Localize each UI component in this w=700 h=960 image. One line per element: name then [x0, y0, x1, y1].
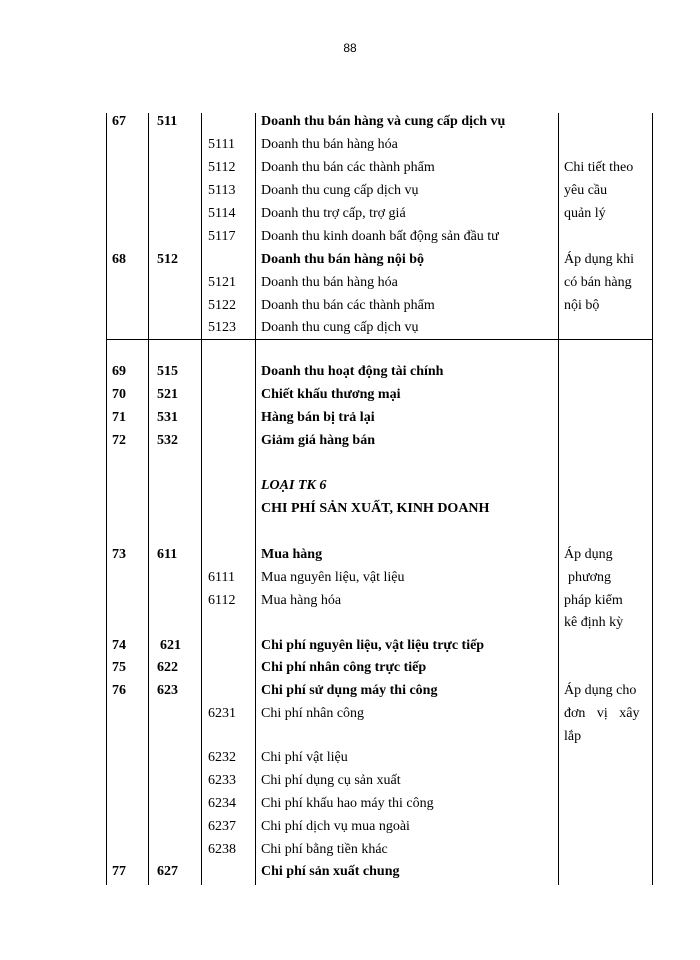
account-name-cell: Doanh thu cung cấp dịch vụ: [261, 320, 419, 335]
account-level1-cell: 531: [157, 410, 178, 425]
table-row: [0, 294, 700, 317]
account-name-cell: Doanh thu trợ cấp, trợ giá: [261, 206, 406, 221]
stt-cell: 73: [112, 547, 126, 562]
account-level2-cell: 5113: [208, 183, 236, 198]
account-level1-cell: 532: [157, 433, 178, 448]
stt-cell: 76: [112, 683, 126, 698]
account-name-cell: Chi phí nguyên liệu, vật liệu trực tiếp: [261, 638, 485, 653]
stt-cell: 75: [112, 660, 126, 675]
stt-cell: 71: [112, 410, 126, 425]
stt-cell: 69: [112, 364, 126, 379]
account-name-cell: Chiết khấu thương mại: [261, 387, 401, 402]
note-cell: kê định kỳ: [564, 615, 624, 630]
account-name-cell: Mua nguyên liệu, vật liệu: [261, 570, 405, 585]
note-cell: có bán hàng: [564, 275, 632, 290]
account-name-cell: Doanh thu kinh doanh bất động sản đầu tư: [261, 229, 499, 244]
table-row: [0, 202, 700, 225]
section-type-title: CHI PHÍ SẢN XUẤT, KINH DOANH: [261, 501, 490, 516]
account-level1-cell: 515: [157, 364, 178, 379]
account-level2-cell: 5123: [208, 320, 236, 335]
account-name-cell: Chi phí bằng tiền khác: [261, 842, 388, 857]
account-name-cell: Chi phí sử dụng máy thi công: [261, 683, 438, 698]
note-cell: yêu cầu: [564, 183, 608, 198]
account-level2-cell: 5114: [208, 206, 236, 221]
table-row: [0, 792, 700, 815]
account-name-cell: Hàng bán bị trả lại: [261, 410, 375, 425]
table-row: [0, 769, 700, 792]
table-row: [0, 611, 700, 634]
note-cell: nội bộ: [564, 298, 600, 313]
table-row: [0, 271, 700, 294]
account-name-cell: Giảm giá hàng bán: [261, 433, 375, 448]
account-name-cell: Mua hàng hóa: [261, 593, 342, 608]
note-cell: đơn vị xây: [564, 706, 640, 721]
table-row: [0, 815, 700, 838]
account-name-cell: Doanh thu bán hàng hóa: [261, 137, 398, 152]
note-cell: Chi tiết theo: [564, 160, 634, 175]
table-row: [0, 316, 700, 339]
account-level1-cell: 622: [157, 660, 178, 675]
table-row: [0, 543, 700, 566]
table-row: [0, 589, 700, 612]
section-type-label-row: [0, 474, 700, 497]
account-name-cell: Doanh thu bán hàng hóa: [261, 275, 398, 290]
account-level2-cell: 6234: [208, 796, 236, 811]
account-name-cell: Chi phí vật liệu: [261, 750, 348, 765]
account-name-cell: Chi phí khấu hao máy thi công: [261, 796, 434, 811]
stt-cell: 70: [112, 387, 126, 402]
account-level2-cell: 6232: [208, 750, 236, 765]
account-level2-cell: 6231: [208, 706, 236, 721]
account-name-cell: Doanh thu bán hàng nội bộ: [261, 252, 425, 267]
table-row: [0, 566, 700, 589]
account-level2-cell: 6237: [208, 819, 236, 834]
account-level1-cell: 621: [160, 638, 181, 653]
account-name-cell: Chi phí nhân công trực tiếp: [261, 660, 427, 675]
account-level2-cell: 5117: [208, 229, 236, 244]
table-row: [0, 860, 700, 883]
account-name-cell: Chi phí sản xuất chung: [261, 864, 400, 879]
account-level1-cell: 611: [157, 547, 178, 562]
account-name-cell: Chi phí dịch vụ mua ngoài: [261, 819, 410, 834]
page-number: 88: [343, 41, 357, 55]
table-row: [0, 179, 700, 202]
account-level1-cell: 512: [157, 252, 178, 267]
note-cell: phương: [568, 570, 611, 585]
table-row: [0, 248, 700, 271]
account-level2-cell: 6233: [208, 773, 236, 788]
account-name-cell: Chi phí nhân công: [261, 706, 365, 721]
account-name-cell: Chi phí dụng cụ sản xuất: [261, 773, 401, 788]
table-row: [0, 429, 700, 452]
account-name-cell: Doanh thu bán hàng và cung cấp dịch vụ: [261, 114, 506, 129]
table-row: [0, 725, 700, 748]
account-name-cell: Doanh thu hoạt động tài chính: [261, 364, 444, 379]
account-name-cell: Doanh thu bán các thành phẩm: [261, 160, 435, 175]
account-name-cell: Doanh thu cung cấp dịch vụ: [261, 183, 419, 198]
row-separator: [106, 339, 653, 340]
account-level1-cell: 623: [157, 683, 178, 698]
account-level2-cell: 5121: [208, 275, 236, 290]
table-row: [0, 133, 700, 156]
section-type-label: LOẠI TK 6: [261, 478, 327, 493]
account-level2-cell: 6112: [208, 593, 236, 608]
account-name-cell: Doanh thu bán các thành phẩm: [261, 298, 435, 313]
table-row: [0, 406, 700, 429]
stt-cell: 67: [112, 114, 126, 129]
table-row: [0, 838, 700, 861]
table-row: [0, 656, 700, 679]
account-level1-cell: 627: [157, 864, 178, 879]
account-level2-cell: 5111: [208, 137, 235, 152]
note-cell: Áp dụng khi: [564, 252, 634, 267]
table-row: [0, 225, 700, 248]
account-level2-cell: 5112: [208, 160, 236, 175]
table-row: [0, 383, 700, 406]
table-row: [0, 746, 700, 769]
note-cell: pháp kiểm: [564, 593, 623, 608]
note-cell: Áp dụng: [564, 547, 613, 562]
table-row: [0, 360, 700, 383]
account-level2-cell: 6238: [208, 842, 236, 857]
note-cell: lắp: [564, 729, 582, 744]
stt-cell: 77: [112, 864, 126, 879]
account-name-cell: Mua hàng: [261, 547, 323, 562]
table-row: [0, 156, 700, 179]
table-row: [0, 634, 700, 657]
account-level2-cell: 6111: [208, 570, 235, 585]
account-level2-cell: 5122: [208, 298, 236, 313]
table-row: [0, 110, 700, 133]
note-cell: Áp dụng cho: [564, 683, 637, 698]
stt-cell: 74: [112, 638, 126, 653]
account-level1-cell: 521: [157, 387, 178, 402]
table-row: [0, 679, 700, 702]
table-row: [0, 702, 700, 725]
stt-cell: 68: [112, 252, 126, 267]
section-type-title-row: [0, 497, 700, 520]
stt-cell: 72: [112, 433, 126, 448]
note-cell: quản lý: [564, 206, 606, 221]
account-level1-cell: 511: [157, 114, 178, 129]
